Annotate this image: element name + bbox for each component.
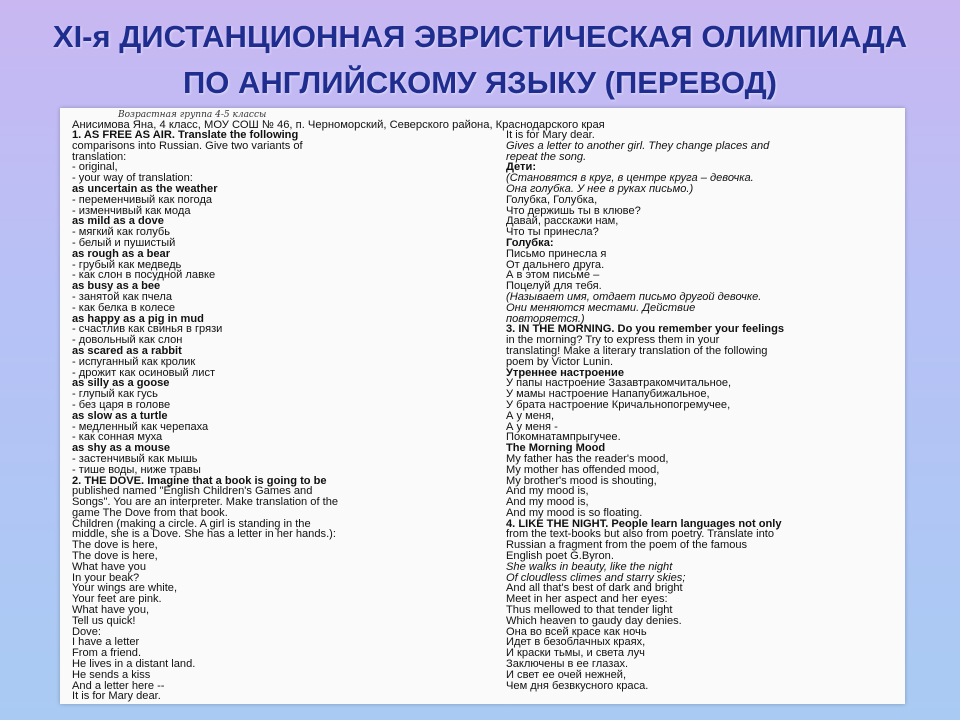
text-line: (Становятся в круг, в центре круга – девочка. xyxy=(506,172,754,185)
text-line: Голубка: xyxy=(506,236,554,249)
text-line: - глупый как гусь xyxy=(72,388,158,401)
text-line: translating! Make a literary translation of the following xyxy=(506,344,768,357)
text-line: - дрожит как осиновый лист xyxy=(72,366,216,379)
text-line: as happy as a pig in mud xyxy=(72,312,204,325)
text-line: Your feet are pink. xyxy=(72,593,162,606)
text-line: as rough as a bear xyxy=(72,247,171,260)
text-line: (Называет имя, отдает письмо другой девочке. xyxy=(506,290,762,303)
text-line: as silly as a goose xyxy=(72,377,170,390)
text-line: as uncertain as the weather xyxy=(72,182,218,195)
text-line: И краски тьмы, и света луч xyxy=(506,647,645,660)
text-line: Russian a fragment from the poem of the famous xyxy=(506,539,748,552)
text-line: А у меня, xyxy=(506,409,555,422)
title-line-2: ПО АНГЛИЙСКОМУ ЯЗЫКУ (ПЕРЕВОД) xyxy=(182,65,778,100)
text-line: game The Dove from that book. xyxy=(72,506,228,519)
text-line: poem by Victor Lunin. xyxy=(506,355,614,368)
text-line: Покомнатампрыгучее. xyxy=(506,431,621,444)
text-line: Что держишь ты в клюве? xyxy=(506,204,641,217)
text-line: The Morning Mood xyxy=(506,442,606,455)
text-line: And a letter here -- xyxy=(72,679,165,692)
text-line: 2. THE DOVE. Imagine that a book is going to be xyxy=(72,474,327,487)
text-line: Gives a letter to another girl. They change places and xyxy=(506,139,770,152)
text-line: The dove is here, xyxy=(72,539,158,552)
text-line: - занятой как пчела xyxy=(72,290,173,303)
text-line: повторяется.) xyxy=(506,312,585,325)
text-line: Meet in her aspect and her eyes: xyxy=(506,593,668,606)
text-line: - your way of translation: xyxy=(72,172,193,185)
title-line-1: XI-я ДИСТАНЦИОННАЯ ЭВРИСТИЧЕСКАЯ ОЛИМПИАДА xyxy=(52,19,908,54)
text-line: In your beak? xyxy=(72,571,140,584)
text-line: repeat the song. xyxy=(506,150,587,163)
text-line: - медленный как черепаха xyxy=(72,420,209,433)
text-line: as busy as a bee xyxy=(72,280,161,293)
text-line: Which heaven to gaudy day denies. xyxy=(506,614,682,627)
text-line: - как слон в посудной лавке xyxy=(72,269,216,282)
text-line: Children (making a circle. A girl is standing in the xyxy=(72,517,311,530)
text-line: - изменчивый как мода xyxy=(72,204,191,217)
text-line: as shy as a mouse xyxy=(72,442,171,455)
text-line: English poet G.Byron. xyxy=(506,550,614,563)
text-line: Заключены в ее глазах. xyxy=(506,658,629,671)
text-line: И свет ее очей нежней, xyxy=(506,668,627,681)
text-line: He lives in a distant land. xyxy=(72,658,196,671)
text-line: And my mood is, xyxy=(506,496,589,509)
text-line: as mild as a dove xyxy=(72,215,164,228)
right-column xyxy=(506,130,901,691)
text-line: Утреннее настроение xyxy=(506,366,624,379)
text-line: Что ты принесла? xyxy=(506,226,599,239)
text-line: Они меняются местами. Действие xyxy=(506,301,696,314)
text-line: She walks in beauty, like the night xyxy=(506,560,673,573)
text-line: У папы настроение Зазавтракомчитальное, xyxy=(506,377,732,390)
text-line: 3. IN THE MORNING. Do you remember your feelings xyxy=(506,323,785,336)
text-line: - счастлив как свинья в грязи xyxy=(72,323,223,336)
text-line: - как белка в колесе xyxy=(72,301,176,314)
text-line: - original, xyxy=(72,161,118,174)
text-line: 1. AS FREE AS AIR. Translate the following xyxy=(72,129,299,141)
scanned-document xyxy=(60,108,905,704)
text-line: У мамы настроение Напапубижальное, xyxy=(506,388,710,401)
participant-header: Анисимова Яна, 4 класс, МОУ СОШ № 46, п. Черноморский, Северского района, Краснодарского края xyxy=(72,119,605,131)
text-line: - переменчивый как погода xyxy=(72,193,213,206)
text-line: Dove: xyxy=(72,625,101,638)
text-line: as scared as a rabbit xyxy=(72,344,182,357)
text-line: А у меня - xyxy=(506,420,558,433)
text-line: translation: xyxy=(72,150,127,163)
text-line: Поцелуй для тебя. xyxy=(506,280,602,293)
text-line: - испуганный как кролик xyxy=(72,355,196,368)
text-line: Она голубка. У нее в руках письмо.) xyxy=(506,182,694,195)
text-line: He sends a kiss xyxy=(72,668,151,681)
text-line: - белый и пушистый xyxy=(72,236,176,249)
text-line: Чем дня безвкусного краса. xyxy=(506,679,649,692)
text-line: Thus mellowed to that tender light xyxy=(506,604,673,617)
text-line: Голубка, Голубка, xyxy=(506,193,598,206)
text-line: What have you xyxy=(72,560,146,573)
text-line: from the text-books but also from poetry. Translate into xyxy=(506,528,775,541)
text-line: It is for Mary dear. xyxy=(72,690,161,703)
text-line: Давай, расскажи нам, xyxy=(506,215,619,228)
text-line: Идет в безоблачных краях, xyxy=(506,636,646,649)
text-line: Tell us quick! xyxy=(72,614,136,627)
text-line: - грубый как медведь xyxy=(72,258,182,271)
text-line: The dove is here, xyxy=(72,550,158,563)
text-line: От дальнего друга. xyxy=(506,258,605,271)
text-line: My brother's mood is shouting, xyxy=(506,474,657,487)
text-line: Of cloudless climes and starry skies; xyxy=(506,571,686,584)
text-line: - без царя в голове xyxy=(72,398,171,411)
text-line: published named "English Children's Games and xyxy=(72,485,313,498)
text-line: А в этом письме – xyxy=(506,269,600,282)
text-line: My father has the reader's mood, xyxy=(506,452,669,465)
text-line: It is for Mary dear. xyxy=(506,129,595,141)
text-line: And my mood is so floating. xyxy=(506,506,643,519)
text-line: У брата настроение Кричальнопогремучее, xyxy=(506,398,731,411)
text-line: - довольный как слон xyxy=(72,334,183,347)
text-line: - мягкий как голубь xyxy=(72,226,170,239)
text-line: middle, she is a Dove. She has a letter in her hands.): xyxy=(72,528,336,541)
text-line: Songs". You are an interpreter. Make translation of the xyxy=(72,496,339,509)
text-line: Письмо принесла я xyxy=(506,247,607,260)
text-line: in the morning? Try to express them in your xyxy=(506,334,720,347)
slide-title xyxy=(0,14,960,106)
text-line: - как сонная муха xyxy=(72,431,163,444)
text-line: Your wings are white, xyxy=(72,582,178,595)
text-line: Она во всей красе как ночь xyxy=(506,625,647,638)
text-line: - тише воды, ниже травы xyxy=(72,463,201,476)
text-line: Дети: xyxy=(506,161,537,174)
text-line: comparisons into Russian. Give two variants of xyxy=(72,139,303,152)
text-line: And all that's best of dark and bright xyxy=(506,582,683,595)
age-group-note: Возрастная группа 4-5 классы xyxy=(118,110,267,120)
text-line: From a friend. xyxy=(72,647,142,660)
text-line: I have a letter xyxy=(72,636,140,649)
text-line: What have you, xyxy=(72,604,150,617)
text-line: My mother has offended mood, xyxy=(506,463,660,476)
text-line: And my mood is, xyxy=(506,485,589,498)
left-column xyxy=(72,130,472,702)
text-line: - застенчивый как мышь xyxy=(72,452,198,465)
text-line: as slow as a turtle xyxy=(72,409,168,422)
text-line: 4. LIKE THE NIGHT. People learn languages not only xyxy=(506,517,782,530)
